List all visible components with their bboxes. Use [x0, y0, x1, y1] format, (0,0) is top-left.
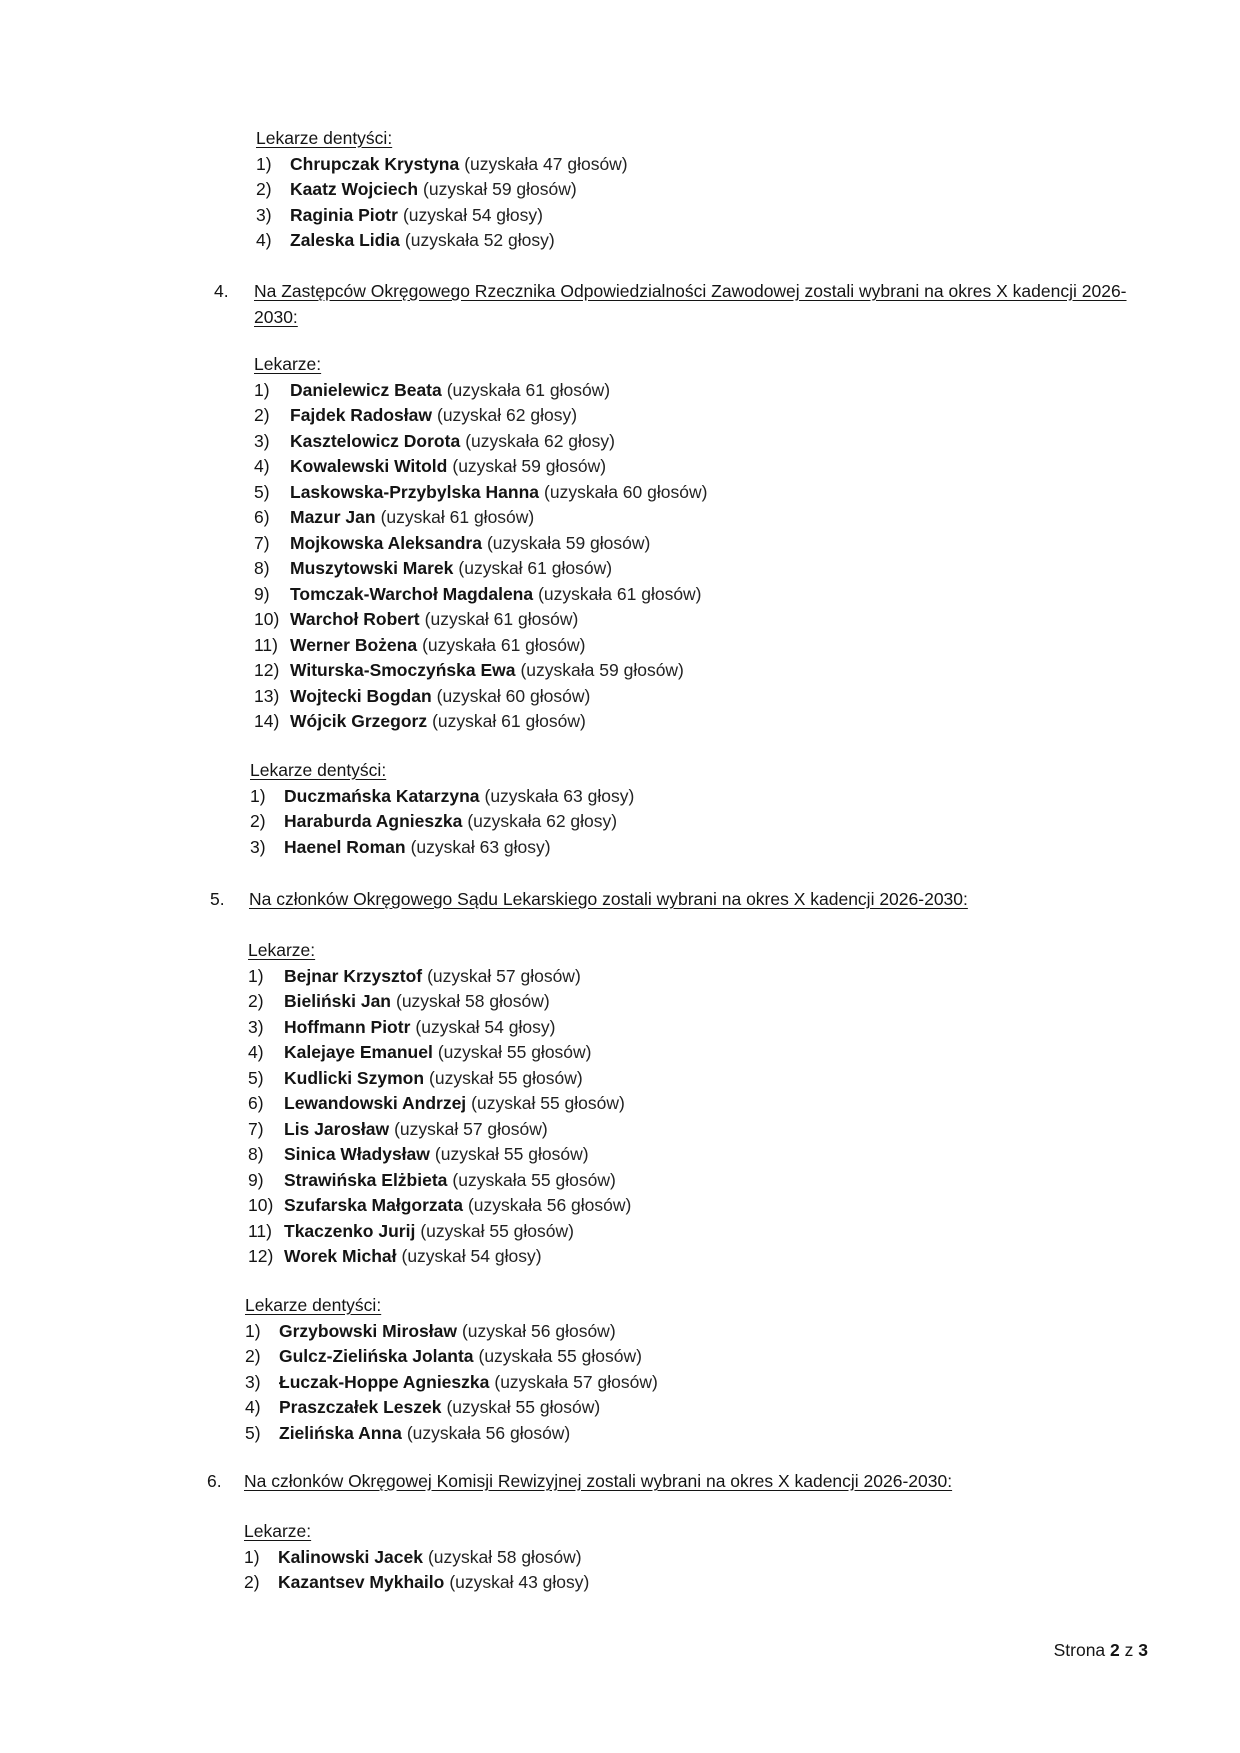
item-number: 8)	[248, 1144, 264, 1164]
vote-count: (uzyskał 43 głosy)	[449, 1572, 590, 1592]
section-5-doctors	[248, 938, 631, 1270]
member-name: Duczmańska Katarzyna	[284, 785, 480, 806]
member-name: Tkaczenko Jurij	[284, 1220, 416, 1241]
item-number: 4)	[245, 1397, 261, 1417]
list-item	[248, 1193, 631, 1219]
page-footer	[1054, 1638, 1148, 1664]
footer-total-pages: 3	[1138, 1640, 1148, 1660]
vote-count: (uzyskał 54 głosy)	[415, 1016, 556, 1037]
list-item	[248, 1117, 631, 1143]
member-list	[256, 152, 628, 254]
list-item	[254, 556, 707, 582]
list-item	[254, 582, 707, 608]
member-name: Kasztelowicz Dorota	[290, 430, 461, 451]
vote-count: (uzyskał 56 głosów)	[461, 1320, 616, 1341]
item-number: 2)	[250, 811, 266, 831]
section-6-doctors	[244, 1519, 589, 1596]
vote-count: (uzyskała 59 głosów)	[520, 660, 684, 680]
item-number: 2)	[244, 1572, 260, 1592]
member-name: Hoffmann Piotr	[284, 1016, 411, 1037]
member-name: Kudlicki Szymon	[284, 1067, 425, 1088]
item-number: 14)	[254, 711, 280, 731]
item-number: 1)	[250, 785, 266, 806]
subgroup-label: Lekarze:	[244, 1521, 312, 1541]
section-4-doctors	[254, 352, 707, 735]
member-list	[245, 1319, 658, 1447]
member-name: Haenel Roman	[284, 836, 406, 857]
vote-count: (uzyskał 58 głosów)	[427, 1546, 582, 1567]
item-number: 12)	[254, 660, 280, 680]
member-name: Warchoł Robert	[290, 609, 420, 629]
item-number: 6)	[254, 507, 270, 527]
list-item	[248, 1066, 631, 1092]
member-list	[248, 964, 631, 1270]
list-item	[245, 1395, 658, 1421]
item-number: 3)	[256, 204, 272, 225]
member-name: Zielińska Anna	[279, 1422, 402, 1443]
list-item	[254, 709, 707, 735]
subgroup-label: Lekarze dentyści:	[250, 760, 387, 780]
item-number: 3)	[248, 1016, 264, 1037]
vote-count: (uzyskał 61 głosów)	[380, 507, 535, 527]
item-number: 1)	[254, 379, 270, 400]
vote-count: (uzyskała 63 głosy)	[484, 785, 635, 806]
vote-count: (uzyskał 57 głosów)	[394, 1118, 548, 1139]
vote-count: (uzyskał 59 głosów)	[452, 456, 607, 476]
section-title: Na członków Okręgowej Komisji Rewizyjnej zostali wybrani na okres X kadencji 2026-2030:	[244, 1471, 953, 1491]
item-number: 8)	[254, 558, 270, 578]
list-item	[248, 1142, 631, 1168]
member-name: Grzybowski Mirosław	[279, 1320, 457, 1341]
list-item	[256, 152, 628, 178]
member-name: Witurska-Smoczyńska Ewa	[290, 660, 516, 680]
footer-prefix: Strona	[1053, 1640, 1106, 1660]
item-number: 3)	[250, 836, 266, 857]
vote-count: (uzyskał 55 głosów)	[434, 1144, 589, 1164]
section-3-dentists	[256, 126, 628, 254]
list-item	[245, 1319, 658, 1345]
vote-count: (uzyskał 62 głosy)	[437, 405, 578, 425]
vote-count: (uzyskała 60 głosów)	[544, 481, 708, 502]
list-item	[250, 809, 634, 835]
subgroup-label: Lekarze dentyści:	[256, 128, 393, 148]
member-name: Kowalewski Witold	[290, 456, 448, 476]
item-number: 4)	[248, 1042, 264, 1062]
item-number: 1)	[256, 153, 272, 174]
vote-count: (uzyskała 56 głosów)	[467, 1195, 632, 1215]
member-name: Laskowska-Przybylska Hanna	[290, 481, 540, 502]
member-name: Mazur Jan	[290, 507, 376, 527]
list-item	[254, 607, 707, 633]
vote-count: (uzyskała 62 głosy)	[467, 811, 618, 831]
vote-count: (uzyskała 62 głosy)	[465, 430, 615, 451]
member-list	[254, 378, 707, 735]
item-number: 2)	[256, 179, 272, 199]
member-name: Bieliński Jan	[284, 991, 391, 1011]
vote-count: (uzyskał 61 głosów)	[424, 609, 579, 629]
member-name: Wójcik Grzegorz	[290, 711, 428, 731]
member-name: Chrupczak Krystyna	[290, 153, 460, 174]
item-number: 9)	[254, 583, 270, 604]
list-item	[254, 403, 707, 429]
member-name: Worek Michał	[284, 1246, 397, 1266]
member-name: Kazantsev Mykhailo	[278, 1572, 445, 1592]
vote-count: (uzyskał 55 głosów)	[429, 1067, 583, 1088]
item-number: 5)	[248, 1067, 264, 1088]
item-number: 11)	[248, 1220, 272, 1241]
member-name: Lewandowski Andrzej	[284, 1093, 467, 1113]
item-number: 6)	[248, 1093, 264, 1113]
list-item	[248, 1244, 631, 1270]
member-name: Tomczak-Warchoł Magdalena	[290, 583, 534, 604]
vote-count: (uzyskał 55 głosów)	[437, 1042, 592, 1062]
vote-count: (uzyskała 61 głosów)	[422, 634, 586, 655]
list-item	[245, 1421, 658, 1447]
item-number: 10)	[254, 609, 280, 629]
list-item	[248, 1091, 631, 1117]
item-number: 9)	[248, 1169, 264, 1190]
vote-count: (uzyskał 55 głosów)	[420, 1220, 574, 1241]
list-item	[254, 480, 707, 506]
list-item	[254, 429, 707, 455]
vote-count: (uzyskał 59 głosów)	[423, 179, 577, 199]
list-item	[254, 505, 707, 531]
item-number: 7)	[254, 532, 270, 553]
list-item	[254, 378, 707, 404]
member-name: Raginia Piotr	[290, 204, 398, 225]
item-number: 2)	[254, 405, 270, 425]
list-item	[244, 1570, 589, 1596]
footer-of: z	[1124, 1640, 1134, 1660]
vote-count: (uzyskała 55 głosów)	[452, 1169, 616, 1190]
section-4-dentists	[250, 758, 634, 860]
list-item	[256, 203, 628, 229]
member-name: Werner Bożena	[290, 634, 418, 655]
vote-count: (uzyskała 56 głosów)	[406, 1422, 571, 1443]
list-item	[254, 454, 707, 480]
member-name: Mojkowska Aleksandra	[290, 532, 482, 553]
item-number: 4)	[254, 456, 270, 476]
member-name: Lis Jarosław	[284, 1118, 390, 1139]
member-name: Haraburda Agnieszka	[284, 811, 463, 831]
vote-count: (uzyskał 61 głosów)	[432, 711, 586, 731]
member-name: Kalejaye Emanuel	[284, 1042, 433, 1062]
member-name: Danielewicz Beata	[290, 379, 442, 400]
vote-count: (uzyskała 57 głosów)	[494, 1371, 658, 1392]
member-list	[244, 1545, 589, 1596]
member-name: Kalinowski Jacek	[278, 1546, 423, 1567]
vote-count: (uzyskał 58 głosów)	[396, 991, 550, 1011]
member-name: Muszytowski Marek	[290, 558, 454, 578]
item-number: 5)	[245, 1422, 261, 1443]
vote-count: (uzyskała 47 głosów)	[464, 153, 628, 174]
list-item	[250, 784, 634, 810]
vote-count: (uzyskał 54 głosy)	[401, 1246, 542, 1266]
vote-count: (uzyskał 55 głosów)	[471, 1093, 625, 1113]
list-item	[254, 658, 707, 684]
member-name: Strawińska Elżbieta	[284, 1169, 448, 1190]
subgroup-label: Lekarze:	[254, 354, 322, 374]
member-name: Łuczak-Hoppe Agnieszka	[279, 1371, 490, 1392]
list-item	[256, 177, 628, 203]
item-number: 2)	[245, 1346, 261, 1366]
list-item	[254, 531, 707, 557]
list-item	[248, 1040, 631, 1066]
list-item	[244, 1545, 589, 1571]
member-list	[250, 784, 634, 861]
item-number: 1)	[245, 1320, 261, 1341]
item-number: 1)	[248, 965, 264, 986]
member-name: Bejnar Krzysztof	[284, 965, 423, 986]
member-name: Szufarska Małgorzata	[284, 1195, 463, 1215]
vote-count: (uzyskał 63 głosy)	[410, 836, 551, 857]
list-item	[250, 835, 634, 861]
vote-count: (uzyskał 61 głosów)	[458, 558, 613, 578]
subgroup-label: Lekarze:	[248, 940, 316, 960]
item-number: 7)	[248, 1118, 264, 1139]
member-name: Fajdek Radosław	[290, 405, 432, 425]
vote-count: (uzyskała 52 głosy)	[404, 230, 555, 250]
member-name: Praszczałek Leszek	[279, 1397, 442, 1417]
item-number: 3)	[245, 1371, 261, 1392]
item-number: 10)	[248, 1195, 274, 1215]
member-name: Zaleska Lidia	[290, 230, 400, 250]
item-number: 12)	[248, 1246, 274, 1266]
list-item	[256, 228, 628, 254]
vote-count: (uzyskał 54 głosy)	[402, 204, 543, 225]
member-name: Kaatz Wojciech	[290, 179, 419, 199]
item-number: 11)	[254, 634, 278, 655]
vote-count: (uzyskał 55 głosów)	[446, 1397, 601, 1417]
list-item	[248, 1168, 631, 1194]
item-number: 1)	[244, 1546, 260, 1567]
section-5-dentists	[245, 1293, 658, 1446]
item-number: 5)	[254, 481, 270, 502]
member-name: Wojtecki Bogdan	[290, 685, 432, 706]
list-item	[248, 989, 631, 1015]
vote-count: (uzyskał 57 głosów)	[427, 965, 581, 986]
section-title: Na członków Okręgowego Sądu Lekarskiego zostali wybrani na okres X kadencji 2026-2030:	[249, 889, 968, 909]
vote-count: (uzyskał 60 głosów)	[436, 685, 591, 706]
list-item	[254, 684, 707, 710]
vote-count: (uzyskała 61 głosów)	[538, 583, 702, 604]
list-item	[245, 1344, 658, 1370]
list-item	[254, 633, 707, 659]
item-number: 3)	[254, 430, 270, 451]
section-number: 5.	[210, 889, 225, 909]
member-name: Gulcz-Zielińska Jolanta	[279, 1346, 474, 1366]
section-number: 4.	[214, 281, 229, 301]
section-number: 6.	[207, 1471, 222, 1491]
vote-count: (uzyskała 59 głosów)	[486, 532, 651, 553]
item-number: 13)	[254, 685, 280, 706]
footer-page-number: 2	[1110, 1640, 1120, 1660]
vote-count: (uzyskała 61 głosów)	[446, 379, 611, 400]
item-number: 4)	[256, 230, 272, 250]
item-number: 2)	[248, 991, 264, 1011]
vote-count: (uzyskała 55 głosów)	[478, 1346, 642, 1366]
list-item	[248, 1015, 631, 1041]
list-item	[248, 1219, 631, 1245]
section-title: Na Zastępców Okręgowego Rzecznika Odpowiedzialności Zawodowej zostali wybrani na okres X kadencji 2026-2030:	[254, 281, 1127, 327]
list-item	[245, 1370, 658, 1396]
list-item	[248, 964, 631, 990]
member-name: Sinica Władysław	[284, 1144, 430, 1164]
subgroup-label: Lekarze dentyści:	[245, 1295, 382, 1315]
